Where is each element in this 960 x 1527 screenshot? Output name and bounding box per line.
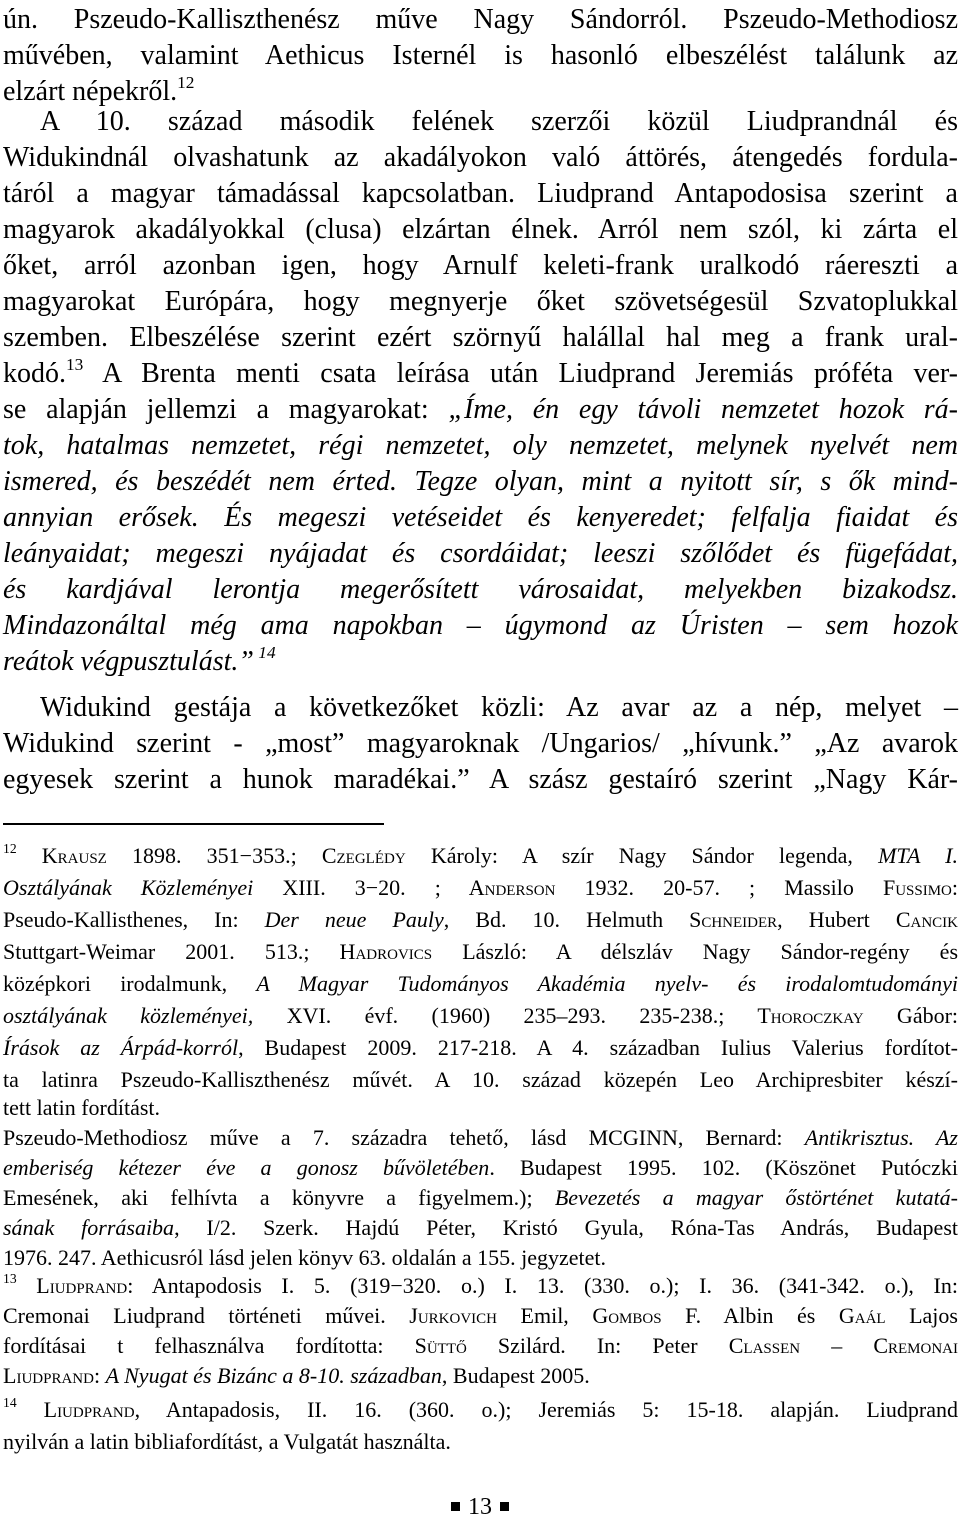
footnote-separator xyxy=(3,823,384,825)
footnote-ref: 12 xyxy=(177,72,195,92)
body-line: tok, hatalmas nemzetet, régi nemzetet, oly nemzetet, melynek nyelvét nem xyxy=(3,430,958,461)
body-line: A 10. század második felének szerzői közül Liudprandnál és xyxy=(40,106,958,137)
square-ornament-icon xyxy=(500,1502,509,1511)
body-line: se alapján jellemzi a magyarokat: „Íme, én egy távoli nemzetet hozok rá- xyxy=(3,394,958,425)
body-line: és kardjával lerontja megerősített városaidat, melyekben bizakodsz. xyxy=(3,574,958,605)
body-line: szemben. Elbeszélése szerint ezért szörnyű halállal hal meg a frank ural- xyxy=(3,322,958,353)
footnote-line: osztályának közleményei, XVI. évf. (1960) 235–293. 235-238.; Thoroczkay Gábor: xyxy=(3,1003,959,1028)
footnote-line: Cremonai Liudprand történeti művei. Jurkovich Emil, Gombos F. Albin és Gaál Lajos xyxy=(3,1303,958,1328)
footnote-line: Liudprand: A Nyugat és Bizánc a 8-10. században, Budapest 2005. xyxy=(3,1363,590,1388)
body-line: magyarok akadályokkal (clusa) elzártan élnek. Arról nem szól, ki zárta el xyxy=(3,214,958,245)
footnote-line: Pseudo-Kallisthenes, In: Der neue Pauly, Bd. 10. Helmuth Schneider, Hubert Cancik xyxy=(3,907,959,932)
body-line: Widukindnál olvashatunk az akadályokon való áttörés, átengedés fordula- xyxy=(3,142,958,173)
body-line: őket, arról azonban igen, hogy Arnulf keleti-frank uralkodó ráereszti a xyxy=(3,250,958,281)
body-line: elzárt népekről.$^{12}$ xyxy=(3,72,195,107)
body-line: ismered, és beszédét nem érted. Tegze olyan, mint a nyitott sír, s ők mind- xyxy=(3,466,958,497)
footnote-line: emberiség kétezer éve a gonosz bűvöletében. Budapest 1995. 102. (Köszönet Putóczki xyxy=(3,1155,958,1180)
footnote-13: $^{13}$ Liudprand: Antapodosis I. 5. (319−320. o.) I. 13. (330. o.); I. 36. (341-342. o.), In: xyxy=(3,1271,958,1298)
page-footer xyxy=(0,1493,960,1521)
footnote-line: 1976. 247. Aethicusról lásd jelen könyv 63. oldalán a 155. jegyzetet. xyxy=(3,1245,607,1270)
body-line: magyarokat Európára, hogy megnyerje őket szövetségesül Szvatoplukkal xyxy=(3,286,958,317)
square-ornament-icon xyxy=(451,1502,460,1511)
body-line: leányaidat; megeszi nyájadat és csordáidat; leeszi szőlődet és fügefádat, xyxy=(3,538,958,569)
body-line: egyesek szerint a hunok maradékai.” A szász gestaíró szerint „Nagy Kár- xyxy=(3,764,958,795)
footnote-ref: 13 xyxy=(66,354,84,374)
footnote-ref: 14 xyxy=(253,642,276,662)
footnote-line: Stuttgart-Weimar 2001. 513.; Hadrovics László: A délszláv Nagy Sándor-regény és xyxy=(3,939,959,964)
body-line: Widukind szerint - „most” magyaroknak /Ungarios/ „hívunk.” „Az avarok xyxy=(3,728,958,759)
body-line: kodó.$^{13}$ A Brenta menti csata leírása után Liudprand Jeremiás próféta ver- xyxy=(3,354,958,389)
body-line: táról a magyar támadással kapcsolatban. Liudprand Antapodosisa szerint a xyxy=(3,178,958,209)
footnote-line: tett latin fordítást. xyxy=(3,1095,161,1120)
footnote-14: $^{14}$ Liudprand, Antapadosis, II. 16. (360. o.); Jeremiás 5: 15-18. alapján. Liudprand xyxy=(3,1395,958,1422)
footnote-line: nyilván a latin bibliafordítást, a Vulgatát használta. xyxy=(3,1429,451,1454)
footnote-line: Írások az Árpád-korról, Budapest 2009. 217-218. A 4. században Iulius Valerius fordítot- xyxy=(3,1035,959,1060)
footnote-line: sának forrásaiba, I/2. Szerk. Hajdú Péter, Kristó Gyula, Róna-Tas András, Budapest xyxy=(3,1215,958,1240)
footnote-line: Pszeudo-Methodiosz műve a 7. századra tehető, lásd MCGINN, Bernard: Antikrisztus. Az xyxy=(3,1125,958,1150)
footnote-line: fordításai t felhasználva fordította: Süttő Szilárd. In: Peter Classen – Cremonai xyxy=(3,1333,958,1358)
body-line: Mindazonáltal még ama napokban – úgymond az Úristen – sem hozok xyxy=(3,610,958,641)
footnote-line: középkori irodalmunk, A Magyar Tudományos Akadémia nyelv- és irodalomtudományi xyxy=(3,971,958,996)
footnote-line: Emesének, aki felhívta a könyvre a figyelmem.); Bevezetés a magyar őstörténet kutatá- xyxy=(3,1185,959,1210)
body-line: művében, valamint Aethicus Isternél is hasonló elbeszélést találunk az xyxy=(3,40,958,71)
body-line: reátok végpusztulást.” $^{14}$ xyxy=(3,642,276,677)
body-line: annyian erősek. És megeszi vetéseidet és kenyeredet; felfalja fiaidat és xyxy=(3,502,958,533)
body-line: Widukind gestája a következőket közli: Az avar az a nép, melyet – xyxy=(40,692,958,723)
body-line: ún. Pszeudo-Kalliszthenész műve Nagy Sándorról. Pszeudo-Methodiosz xyxy=(3,4,958,35)
footnote-12: $^{12}$ Krausz 1898. 351−353.; Czeglédy Károly: A szír Nagy Sándor legenda, MTA I. xyxy=(3,841,959,868)
footnote-line: Osztályának Közleményei XIII. 3−20. ; Anderson 1932. 20-57. ; Massilo Fussimo: xyxy=(3,875,959,900)
footnote-line: ta latinra Pszeudo-Kalliszthenész művét. A 10. század közepén Leo Archipresbiter készí- xyxy=(3,1067,958,1092)
page-number: 13 xyxy=(468,1494,492,1520)
